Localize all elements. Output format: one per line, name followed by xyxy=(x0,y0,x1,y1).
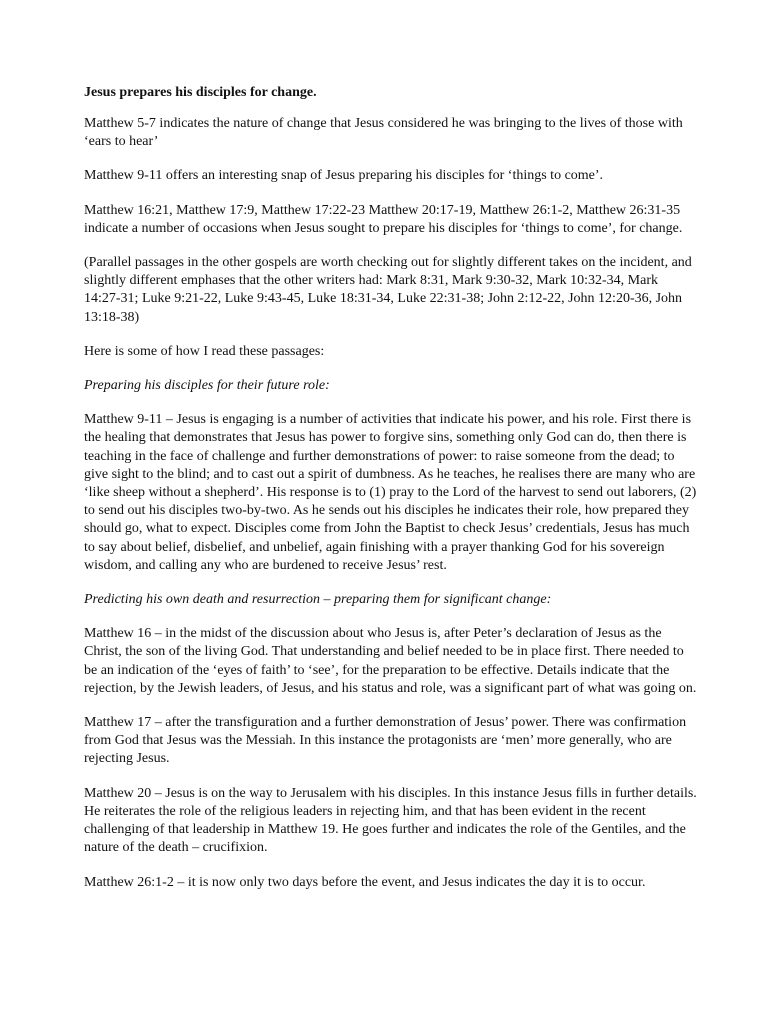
section-heading-future-role: Preparing his disciples for their future role: xyxy=(84,378,330,394)
section-heading-death-resurrection: Predicting his own death and resurrection – preparing them for significant change: xyxy=(84,592,552,608)
paragraph-parallel-passages: (Parallel passages in the other gospels are worth checking out for slightly different takes on the incident, and slightly different emphases that the other writers had: Mark 8:31, Mark 9:30-32, Mark 10:32-34, Mark 14:27-31; Luke 9:21-22, Luke 9:43-45, Luke 18:31-34, Luke 22:31-38; John 2:12-22, John 12:20-36, John 13:18-38) xyxy=(84,255,692,325)
paragraph-matthew-9-11-detail: Matthew 9-11 – Jesus is engaging is a number of activities that indicate his power, and his role. First there is the healing that demonstrates that Jesus has power to forgive sins, something only God can do, then there is teaching in the face of challenge and further demonstrations of power: to raise someone from the dead; to give sight to the blind; and to cast out a spirit of dumbness. As he teaches, he realises there are many who are ‘like sheep without a shepherd’. His response is to (1) pray to the Lord of the harvest to send out laborers, (2) to send out his disciples two-by-two. As he sends out his disciples he indicates their role, how prepared they should go, what to expect. Disciples come from John the Baptist to check Jesus’ credentials, Jesus has much to say about belief, disbelief, and unbelief, again finishing with a prayer thanking God for his sovereign wisdom, and calling any who are burdened to receive Jesus’ rest. xyxy=(84,412,697,573)
paragraph-occasions-list: Matthew 16:21, Matthew 17:9, Matthew 17:22-23 Matthew 20:17-19, Matthew 26:1-2, Matthew 26:31-35 indicate a number of occasions when Jesus sought to prepare his disciples for ‘things to come’, for change. xyxy=(84,202,683,236)
paragraph-matthew-17: Matthew 17 – after the transfiguration and a further demonstration of Jesus’ power. There was confirmation from God that Jesus was the Messiah. In this instance the protagonists are ‘men’ more generally, who are rejecting Jesus. xyxy=(84,715,687,767)
paragraph-matthew-5-7: Matthew 5-7 indicates the nature of change that Jesus considered he was bringing to the lives of those with ‘ears to hear’ xyxy=(84,116,683,150)
paragraph-matthew-9-11-summary: Matthew 9-11 offers an interesting snap of Jesus preparing his disciples for ‘things to come’. xyxy=(84,168,604,184)
document-title: Jesus prepares his disciples for change. xyxy=(84,85,317,100)
paragraph-matthew-26: Matthew 26:1-2 – it is now only two days before the event, and Jesus indicates the day it is to occur. xyxy=(84,874,646,890)
paragraph-matthew-16: Matthew 16 – in the midst of the discussion about who Jesus is, after Peter’s declaration of Jesus as the Christ, the son of the living God. That understanding and belief needed to be in place first. There needed to be an indication of the ‘eyes of faith’ to ‘see’, for the preparation to be effective. Details indicate that the rejection, by the Jewish leaders, of Jesus, and his status and role, was a significant part of what was going on. xyxy=(84,626,697,696)
paragraph-matthew-20: Matthew 20 – Jesus is on the way to Jerusalem with his disciples. In this instance Jesus fills in further details. He reiterates the role of the religious leaders in rejecting him, and that has been evident in the recent challenging of that leadership in Matthew 19. He goes further and indicates the role of the Gentiles, and the nature of the death – crucifixion. xyxy=(84,785,697,856)
paragraph-reading-intro: Here is some of how I read these passages: xyxy=(84,343,325,359)
